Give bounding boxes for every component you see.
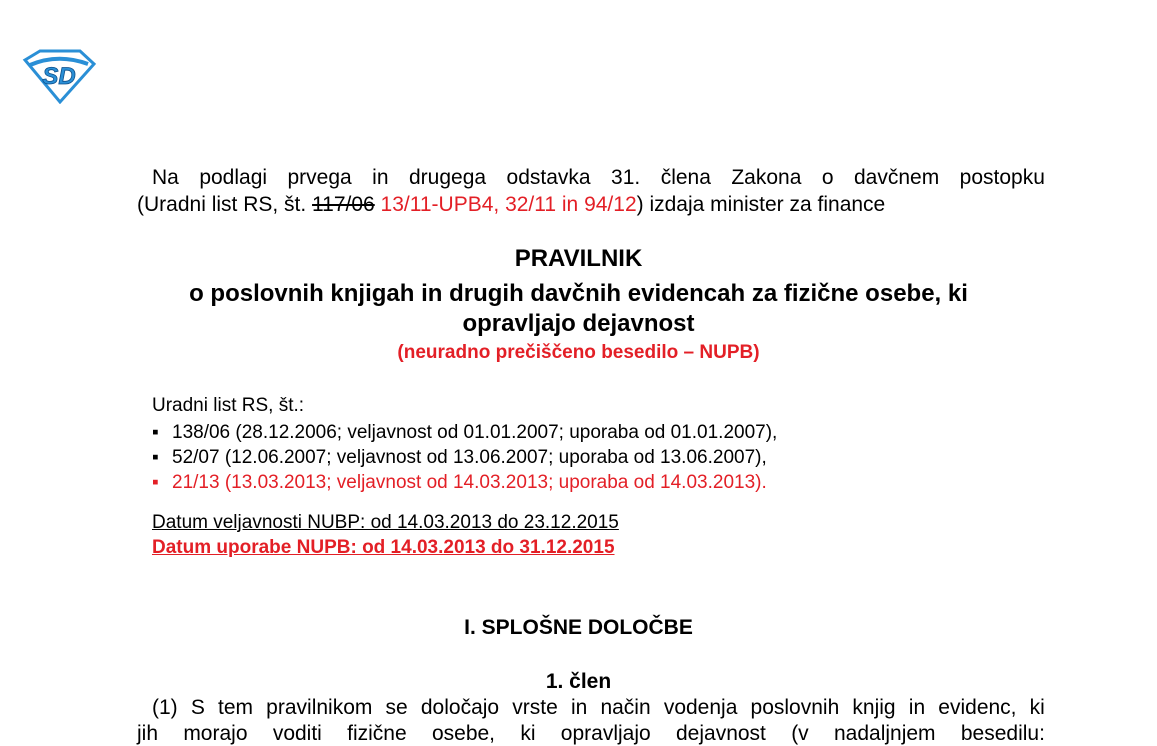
article-heading: 1. člen [545, 670, 612, 693]
word: nadaljnjem [833, 722, 936, 745]
word: evidenc, [938, 696, 1017, 719]
bullet-icon: ▪ [152, 472, 159, 493]
validity-date: Datum veljavnosti NUBP: od 14.03.2013 do 23.12.2015 [152, 512, 619, 533]
word: prvega [287, 166, 352, 189]
gazette-entry [152, 422, 777, 444]
document-title: PRAVILNIK [514, 245, 643, 272]
word: opravljajo [560, 722, 651, 745]
logo-letters: SD [42, 63, 76, 90]
word: (1) [152, 696, 178, 719]
word: postopku [959, 166, 1045, 189]
intro-suffix: ) izdaja minister za finance [636, 193, 886, 216]
gazette-entry [152, 472, 767, 494]
word: dejavnost [675, 722, 766, 745]
word: morajo [183, 722, 248, 745]
unofficial-consolidated-note: (neuradno prečiščeno besedilo – NUPB) [397, 342, 760, 363]
intro-paragraph-line-2 [137, 193, 885, 217]
word: drugega [408, 166, 487, 189]
company-logo [22, 48, 96, 104]
bullet-icon: ▪ [152, 447, 159, 468]
word: ki [1029, 696, 1045, 719]
word: in [372, 166, 389, 189]
official-gazette-label: Uradni list RS, št.: [152, 395, 305, 416]
word: knjig [852, 696, 896, 719]
bullet-icon: ▪ [152, 422, 159, 443]
word: besedilu: [960, 722, 1045, 745]
intro-prefix: (Uradni list RS, št. [137, 193, 313, 216]
word: o [821, 166, 834, 189]
article-paragraph-line-1 [152, 696, 1045, 720]
gazette-entry-text: 52/07 (12.06.2007; veljavnost od 13.06.2007; uporaba od 13.06.2007), [172, 447, 767, 468]
word: poslovnih [750, 696, 840, 719]
word: davčnem [853, 166, 940, 189]
word: odstavka [506, 166, 591, 189]
word: določajo [420, 696, 500, 719]
word: fizične [347, 722, 407, 745]
word: člena [660, 166, 711, 189]
word: Na [152, 166, 179, 189]
word: način [600, 696, 651, 719]
word: podlagi [199, 166, 268, 189]
word: vrste [512, 696, 558, 719]
word: ki [520, 722, 536, 745]
intro-paragraph-line-1 [152, 166, 1045, 190]
word: osebe, [431, 722, 496, 745]
word: 31. [611, 166, 641, 189]
word: in [908, 696, 926, 719]
word: pravilnikom [266, 696, 373, 719]
word: in [570, 696, 588, 719]
article-paragraph-line-2 [137, 722, 1045, 746]
application-date: Datum uporabe NUPB: od 14.03.2013 do 31.12.2015 [152, 537, 615, 558]
word: S [190, 696, 205, 719]
word: tem [218, 696, 254, 719]
repealed-reference: 117/06 [312, 193, 375, 216]
document-subtitle-line-2: opravljajo dejavnost [462, 310, 695, 337]
amendment-references: 13/11-UPB4, 32/11 in 94/12 [374, 193, 637, 216]
document-subtitle-line-1: o poslovnih knjigah in drugih davčnih evidencah za fizične osebe, ki [189, 280, 968, 307]
gazette-entry [152, 447, 767, 469]
word: vodenja [663, 696, 738, 719]
word: (v [791, 722, 809, 745]
gazette-entry-text: 21/13 (13.03.2013; veljavnost od 14.03.2013; uporaba od 14.03.2013). [172, 472, 767, 493]
word: voditi [272, 722, 322, 745]
word: jih [137, 722, 159, 745]
gazette-entry-text: 138/06 (28.12.2006; veljavnost od 01.01.2007; uporaba od 01.01.2007), [172, 422, 778, 443]
word: se [385, 696, 408, 719]
section-heading: I. SPLOŠNE DOLOČBE [464, 616, 693, 639]
word: Zakona [731, 166, 802, 189]
